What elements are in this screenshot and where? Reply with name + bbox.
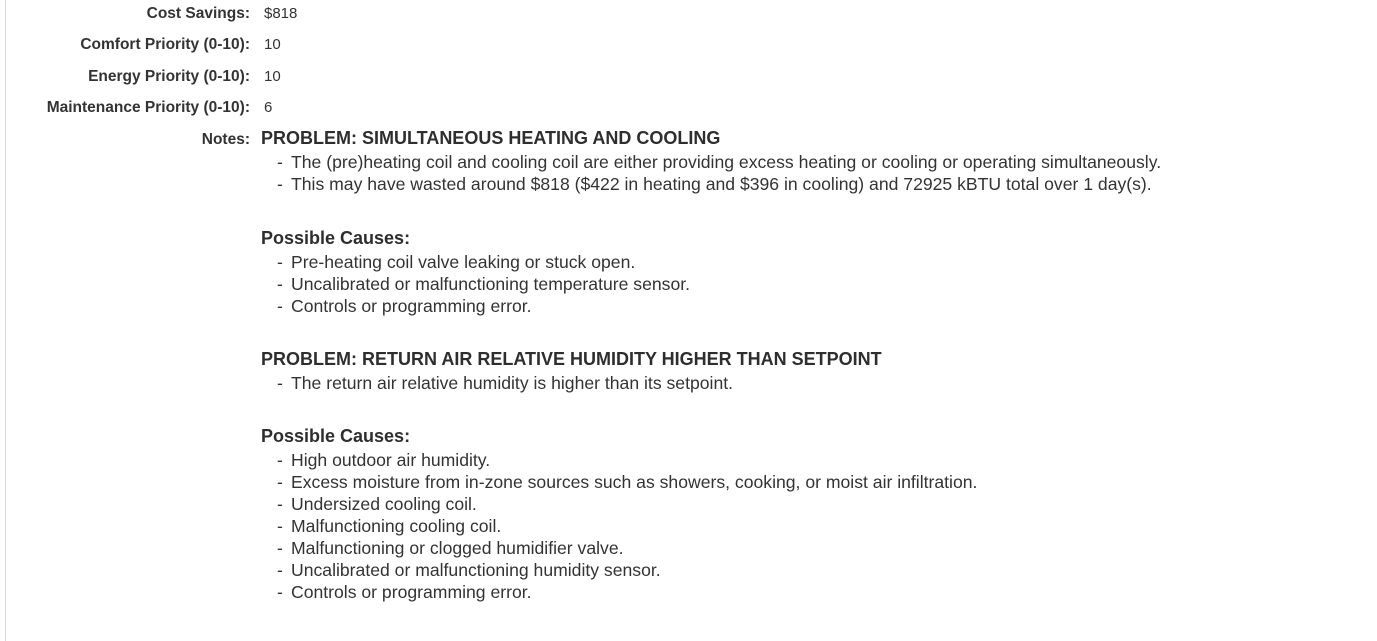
cause-text: High outdoor air humidity. xyxy=(291,450,491,471)
problem-title: PROBLEM: RETURN AIR RELATIVE HUMIDITY HIGHER THAN SETPOINT xyxy=(261,348,882,369)
dash-mark: - xyxy=(277,152,283,172)
cause-text: Uncalibrated or malfunctioning humidity sensor. xyxy=(291,559,661,580)
problem-details xyxy=(261,373,1361,395)
dash-mark: - xyxy=(277,273,283,294)
dash-mark: - xyxy=(277,494,283,515)
list-item xyxy=(277,252,1361,274)
cause-text: Uncalibrated or malfunctioning temperature sensor. xyxy=(291,273,691,294)
cause-text: Undersized cooling coil. xyxy=(291,494,477,515)
dash-mark: - xyxy=(277,450,283,471)
dash-mark: - xyxy=(277,559,283,580)
list-item xyxy=(277,560,1361,582)
notes-content xyxy=(261,127,1361,604)
notes-label: Notes: xyxy=(201,131,250,148)
field-label: Maintenance Priority (0-10): xyxy=(46,99,250,116)
left-border xyxy=(5,0,6,641)
dash-mark: - xyxy=(277,538,283,559)
field-value: 6 xyxy=(264,99,273,116)
possible-causes-heading: Possible Causes: xyxy=(261,227,411,248)
cause-text: Pre-heating coil valve leaking or stuck open. xyxy=(291,251,636,272)
list-item xyxy=(277,494,1361,516)
list-item xyxy=(277,450,1361,472)
dash-mark: - xyxy=(277,173,283,194)
cause-text: Malfunctioning or clogged humidifier valve. xyxy=(291,538,624,559)
detail-text: The return air relative humidity is higher than its setpoint. xyxy=(291,372,734,393)
cause-text: Controls or programming error. xyxy=(291,581,532,602)
dash-mark: - xyxy=(277,516,283,537)
cause-text: Malfunctioning cooling coil. xyxy=(291,516,502,537)
field-value: 10 xyxy=(264,68,281,85)
problem-block-2 xyxy=(261,348,1361,604)
dash-mark: - xyxy=(277,372,283,393)
list-item xyxy=(277,373,1361,395)
possible-causes-heading: Possible Causes: xyxy=(261,426,411,447)
problem-title: PROBLEM: SIMULTANEOUS HEATING AND COOLING xyxy=(261,128,721,148)
dash-mark: - xyxy=(277,251,283,272)
list-item xyxy=(277,516,1361,538)
problem-details xyxy=(261,152,1361,196)
list-item xyxy=(277,174,1361,196)
field-label: Cost Savings: xyxy=(146,5,250,22)
dash-mark: - xyxy=(277,295,283,316)
cause-text: Excess moisture from in-zone sources such as showers, cooking, or moist air infiltration. xyxy=(291,472,978,493)
field-value: $818 xyxy=(264,5,298,22)
field-value: 10 xyxy=(264,36,281,53)
list-item xyxy=(277,274,1361,296)
field-label: Comfort Priority (0-10): xyxy=(80,36,250,53)
list-item xyxy=(277,152,1361,174)
possible-causes-list xyxy=(261,450,1361,603)
dash-mark: - xyxy=(277,472,283,493)
list-item xyxy=(277,582,1361,604)
problem-block-1 xyxy=(261,127,1361,318)
dash-mark: - xyxy=(277,581,283,602)
detail-text: The (pre)heating coil and cooling coil are either providing excess heating or cooling or operating simultaneously. xyxy=(291,152,1162,172)
field-label: Energy Priority (0-10): xyxy=(88,68,250,85)
list-item xyxy=(277,538,1361,560)
possible-causes-list xyxy=(261,252,1361,318)
list-item xyxy=(277,296,1361,318)
detail-text: This may have wasted around $818 ($422 in heating and $396 in cooling) and 72925 kBTU total over 1 day(s). xyxy=(291,173,1152,194)
cause-text: Controls or programming error. xyxy=(291,295,532,316)
list-item xyxy=(277,472,1361,494)
